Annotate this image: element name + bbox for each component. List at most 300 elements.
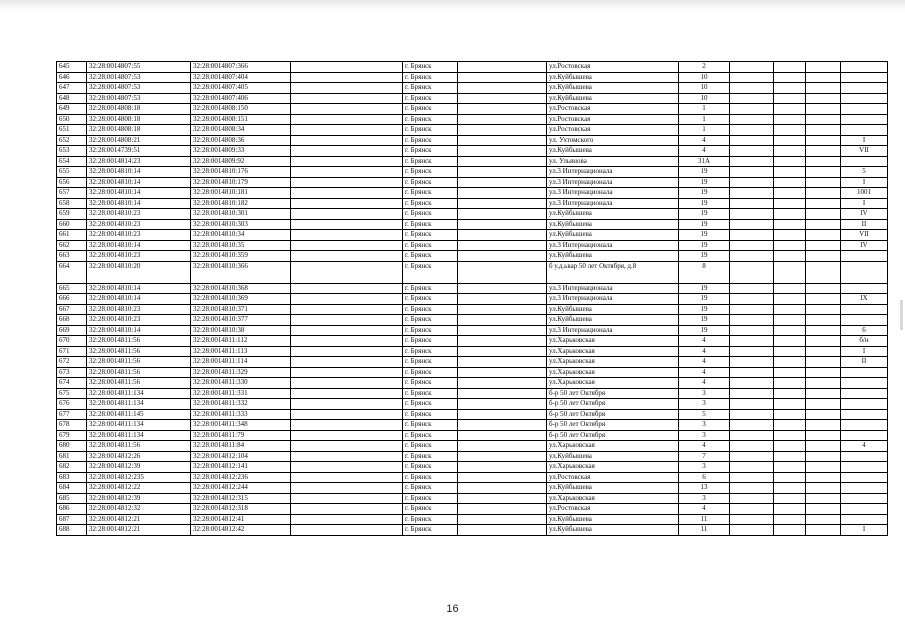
table-row — [57, 230, 888, 241]
cell-house: 19 — [679, 304, 730, 315]
cell-cadastral-object: 32:28:0014808:34 — [191, 125, 291, 136]
cell-empty — [458, 504, 547, 515]
cell-empty — [291, 504, 403, 515]
cell-cadastral-object: 32:28:0014810:369 — [191, 294, 291, 305]
cell-house: 19 — [679, 294, 730, 305]
cell-city: г. Брянск — [403, 346, 458, 357]
cell-empty — [806, 177, 841, 188]
cell-city: г. Брянск — [403, 388, 458, 399]
cell-cadastral-object: 32:28:0014810:368 — [191, 283, 291, 294]
table-row — [57, 135, 888, 146]
cell-city: г. Брянск — [403, 167, 458, 178]
cell-empty — [458, 315, 547, 326]
cell-empty — [774, 451, 806, 462]
cell-street: ул.Куйбышева — [547, 251, 679, 262]
cell-city: г. Брянск — [403, 261, 458, 283]
cell-empty — [806, 462, 841, 473]
cell-cadastral-parcel: 32:28:0014810:20 — [87, 261, 191, 283]
cell-house: 4 — [679, 378, 730, 389]
cell-empty — [806, 209, 841, 220]
cell-city: г. Брянск — [403, 251, 458, 262]
cell-street: ул.Харьковская — [547, 493, 679, 504]
cell-cadastral-parcel: 32:28:0014810:14 — [87, 188, 191, 199]
cell-empty — [291, 198, 403, 209]
cell-empty — [291, 357, 403, 368]
cell-empty — [774, 441, 806, 452]
cell-empty — [806, 409, 841, 420]
cell-empty — [806, 114, 841, 125]
cell-empty — [458, 188, 547, 199]
scan-side-mark — [900, 300, 903, 330]
cell-empty — [730, 462, 774, 473]
cell-empty — [806, 525, 841, 536]
table-row — [57, 525, 888, 536]
cell-empty — [774, 357, 806, 368]
cell-empty — [730, 261, 774, 283]
cell-empty — [291, 177, 403, 188]
cell-empty — [730, 451, 774, 462]
cell-premises — [841, 114, 888, 125]
cell-empty — [806, 346, 841, 357]
cell-empty — [730, 219, 774, 230]
cell-row-number: 666 — [57, 294, 87, 305]
cell-empty — [774, 156, 806, 167]
cell-empty — [774, 219, 806, 230]
cell-premises: 1001 — [841, 188, 888, 199]
table-row — [57, 146, 888, 157]
cell-premises — [841, 304, 888, 315]
cell-city: г. Брянск — [403, 441, 458, 452]
cell-city: г. Брянск — [403, 230, 458, 241]
cell-cadastral-object: 32:28:0014810:179 — [191, 177, 291, 188]
cell-cadastral-object: 32:28:0014811:333 — [191, 409, 291, 420]
cell-empty — [774, 135, 806, 146]
cell-house: 1 — [679, 104, 730, 115]
cell-street: ул. Ухтомского — [547, 135, 679, 146]
cell-city: г. Брянск — [403, 114, 458, 125]
cell-cadastral-parcel: 32:28:0014811:134 — [87, 399, 191, 410]
cell-cadastral-parcel: 32:28:0014811:134 — [87, 388, 191, 399]
cell-premises — [841, 93, 888, 104]
cell-city: г. Брянск — [403, 357, 458, 368]
cell-row-number: 663 — [57, 251, 87, 262]
cell-cadastral-parcel: 32:28:0014807:53 — [87, 93, 191, 104]
cell-cadastral-parcel: 32:28:0014814:23 — [87, 156, 191, 167]
cell-empty — [774, 304, 806, 315]
cell-premises: 5 — [841, 167, 888, 178]
cell-empty — [806, 504, 841, 515]
cell-street: ул.3 Интернационала — [547, 294, 679, 305]
cell-premises: 6 — [841, 325, 888, 336]
cell-empty — [291, 219, 403, 230]
cell-empty — [291, 493, 403, 504]
cell-empty — [458, 451, 547, 462]
cell-street: ул.3 Интернационала — [547, 188, 679, 199]
cell-empty — [730, 525, 774, 536]
cell-city: г. Брянск — [403, 325, 458, 336]
cell-empty — [291, 483, 403, 494]
cell-row-number: 687 — [57, 514, 87, 525]
cell-house: 4 — [679, 135, 730, 146]
cell-house: 6 — [679, 472, 730, 483]
table-row — [57, 325, 888, 336]
cell-empty — [806, 441, 841, 452]
cell-cadastral-parcel: 32:28:0014808:18 — [87, 114, 191, 125]
cell-empty — [458, 167, 547, 178]
cell-empty — [458, 462, 547, 473]
cell-empty — [774, 93, 806, 104]
table-row — [57, 188, 888, 199]
cell-street: б-р 50 лет Октября — [547, 430, 679, 441]
cell-empty — [730, 93, 774, 104]
cell-city: г. Брянск — [403, 62, 458, 73]
cell-empty — [774, 493, 806, 504]
cell-empty — [291, 125, 403, 136]
cell-empty — [806, 135, 841, 146]
cell-city: г. Брянск — [403, 420, 458, 431]
cell-house: 7 — [679, 451, 730, 462]
cell-street: ул.Куйбышева — [547, 525, 679, 536]
cell-empty — [458, 346, 547, 357]
cell-empty — [291, 472, 403, 483]
cell-row-number: 683 — [57, 472, 87, 483]
cell-premises — [841, 472, 888, 483]
cell-city: г. Брянск — [403, 399, 458, 410]
cell-premises — [841, 493, 888, 504]
table-row — [57, 441, 888, 452]
cell-city: г. Брянск — [403, 367, 458, 378]
cell-empty — [806, 493, 841, 504]
registry-table — [56, 61, 888, 536]
cell-row-number: 681 — [57, 451, 87, 462]
cell-empty — [730, 315, 774, 326]
table-row — [57, 114, 888, 125]
cell-house: 3 — [679, 388, 730, 399]
cell-premises: II — [841, 219, 888, 230]
cell-empty — [291, 251, 403, 262]
cell-empty — [730, 283, 774, 294]
cell-empty — [291, 409, 403, 420]
cell-cadastral-object: 32:28:0014809:92 — [191, 156, 291, 167]
cell-empty — [730, 104, 774, 115]
cell-cadastral-parcel: 32:28:0014811:56 — [87, 336, 191, 347]
cell-empty — [774, 188, 806, 199]
cell-cadastral-parcel: 32:28:0014810:14 — [87, 294, 191, 305]
cell-premises — [841, 462, 888, 473]
cell-empty — [730, 251, 774, 262]
table-row — [57, 388, 888, 399]
cell-row-number: 688 — [57, 525, 87, 536]
cell-empty — [774, 146, 806, 157]
cell-cadastral-object: 32:28:0014807:406 — [191, 93, 291, 104]
cell-empty — [458, 72, 547, 83]
cell-street: ул.Ростовская — [547, 62, 679, 73]
cell-empty — [291, 430, 403, 441]
table-row — [57, 93, 888, 104]
cell-empty — [774, 420, 806, 431]
cell-row-number: 670 — [57, 336, 87, 347]
cell-empty — [458, 420, 547, 431]
cell-street: ул.Харьковская — [547, 367, 679, 378]
cell-empty — [806, 304, 841, 315]
cell-street: ул.Куйбышева — [547, 219, 679, 230]
cell-street: б-р 50 лет Октября — [547, 388, 679, 399]
cell-empty — [774, 315, 806, 326]
cell-empty — [458, 230, 547, 241]
cell-premises: IV — [841, 240, 888, 251]
cell-street: б-р 50 лет Октября — [547, 420, 679, 431]
cell-empty — [458, 430, 547, 441]
cell-row-number: 678 — [57, 420, 87, 431]
cell-city: г. Брянск — [403, 177, 458, 188]
cell-premises: 4 — [841, 441, 888, 452]
cell-row-number: 675 — [57, 388, 87, 399]
table-row — [57, 83, 888, 94]
cell-house: 10 — [679, 93, 730, 104]
table-row — [57, 198, 888, 209]
cell-city: г. Брянск — [403, 525, 458, 536]
cell-empty — [806, 219, 841, 230]
cell-row-number: 649 — [57, 104, 87, 115]
table-row — [57, 72, 888, 83]
cell-empty — [730, 441, 774, 452]
table-row — [57, 420, 888, 431]
cell-empty — [806, 283, 841, 294]
cell-premises — [841, 430, 888, 441]
cell-empty — [730, 156, 774, 167]
cell-empty — [730, 146, 774, 157]
table-row — [57, 283, 888, 294]
cell-cadastral-object: 32:28:0014812:141 — [191, 462, 291, 473]
cell-city: г. Брянск — [403, 93, 458, 104]
cell-empty — [774, 336, 806, 347]
cell-empty — [291, 367, 403, 378]
cell-empty — [458, 135, 547, 146]
cell-street: ул.Ростовская — [547, 472, 679, 483]
cell-empty — [774, 325, 806, 336]
cell-house: 4 — [679, 336, 730, 347]
cell-premises: I — [841, 135, 888, 146]
cell-empty — [291, 83, 403, 94]
cell-empty — [291, 114, 403, 125]
cell-street: ул.Куйбышева — [547, 72, 679, 83]
cell-cadastral-parcel: 32:28:0014808:18 — [87, 125, 191, 136]
cell-row-number: 680 — [57, 441, 87, 452]
cell-empty — [291, 462, 403, 473]
cell-cadastral-parcel: 32:28:0014739:51 — [87, 146, 191, 157]
cell-city: г. Брянск — [403, 462, 458, 473]
cell-row-number: 682 — [57, 462, 87, 473]
cell-row-number: 658 — [57, 198, 87, 209]
cell-premises — [841, 125, 888, 136]
cell-street: ул.Куйбышева — [547, 209, 679, 220]
cell-cadastral-object: 32:28:0014807:405 — [191, 83, 291, 94]
cell-empty — [291, 167, 403, 178]
cell-house: 19 — [679, 177, 730, 188]
cell-house: 3 — [679, 493, 730, 504]
cell-premises: II — [841, 357, 888, 368]
cell-empty — [291, 283, 403, 294]
cell-premises: I — [841, 525, 888, 536]
cell-cadastral-parcel: 32:28:0014810:14 — [87, 167, 191, 178]
cell-row-number: 651 — [57, 125, 87, 136]
cell-cadastral-object: 32:28:0014810:301 — [191, 209, 291, 220]
cell-cadastral-object: 32:28:0014810:35 — [191, 240, 291, 251]
cell-street: ул.Куйбышева — [547, 83, 679, 94]
cell-row-number: 645 — [57, 62, 87, 73]
cell-empty — [806, 367, 841, 378]
cell-cadastral-object: 32:28:0014811:112 — [191, 336, 291, 347]
cell-empty — [806, 83, 841, 94]
cell-empty — [774, 378, 806, 389]
cell-row-number: 659 — [57, 209, 87, 220]
table-row — [57, 167, 888, 178]
cell-cadastral-object: 32:28:0014809:33 — [191, 146, 291, 157]
cell-premises — [841, 399, 888, 410]
cell-house: 19 — [679, 325, 730, 336]
cell-empty — [458, 156, 547, 167]
cell-house: 4 — [679, 346, 730, 357]
cell-empty — [291, 420, 403, 431]
cell-empty — [806, 336, 841, 347]
cell-house: 1 — [679, 114, 730, 125]
cell-empty — [730, 346, 774, 357]
cell-cadastral-object: 32:28:0014811:330 — [191, 378, 291, 389]
cell-empty — [774, 167, 806, 178]
cell-empty — [458, 409, 547, 420]
cell-cadastral-parcel: 32:28:0014810:14 — [87, 283, 191, 294]
cell-empty — [806, 125, 841, 136]
cell-empty — [291, 146, 403, 157]
cell-city: г. Брянск — [403, 514, 458, 525]
cell-empty — [458, 93, 547, 104]
table-row — [57, 62, 888, 73]
cell-empty — [291, 378, 403, 389]
cell-empty — [806, 146, 841, 157]
cell-empty — [730, 367, 774, 378]
cell-street: ул.Куйбышева — [547, 451, 679, 462]
cell-empty — [806, 240, 841, 251]
cell-city: г. Брянск — [403, 504, 458, 515]
cell-cadastral-object: 32:28:0014811:332 — [191, 399, 291, 410]
cell-row-number: 654 — [57, 156, 87, 167]
cell-empty — [458, 514, 547, 525]
cell-city: г. Брянск — [403, 409, 458, 420]
cell-empty — [774, 388, 806, 399]
cell-cadastral-parcel: 32:28:0014812:22 — [87, 483, 191, 494]
cell-city: г. Брянск — [403, 304, 458, 315]
table-row — [57, 483, 888, 494]
cell-city: г. Брянск — [403, 104, 458, 115]
cell-row-number: 665 — [57, 283, 87, 294]
cell-empty — [730, 62, 774, 73]
cell-premises — [841, 388, 888, 399]
cell-premises — [841, 504, 888, 515]
cell-empty — [730, 388, 774, 399]
cell-row-number: 674 — [57, 378, 87, 389]
table-row — [57, 472, 888, 483]
cell-row-number: 677 — [57, 409, 87, 420]
cell-row-number: 685 — [57, 493, 87, 504]
cell-cadastral-object: 32:28:0014810:182 — [191, 198, 291, 209]
cell-empty — [291, 441, 403, 452]
cell-cadastral-object: 32:28:0014811:329 — [191, 367, 291, 378]
cell-premises: б/н — [841, 336, 888, 347]
cell-empty — [730, 188, 774, 199]
cell-empty — [291, 209, 403, 220]
cell-cadastral-parcel: 32:28:0014807:53 — [87, 83, 191, 94]
cell-empty — [458, 251, 547, 262]
cell-row-number: 684 — [57, 483, 87, 494]
cell-house: 11 — [679, 514, 730, 525]
cell-premises — [841, 251, 888, 262]
cell-empty — [806, 451, 841, 462]
table-row — [57, 261, 888, 283]
cell-cadastral-parcel: 32:28:0014812:39 — [87, 462, 191, 473]
cell-empty — [730, 483, 774, 494]
cell-empty — [458, 525, 547, 536]
cell-city: г. Брянск — [403, 156, 458, 167]
cell-street: ул.Ростовская — [547, 104, 679, 115]
cell-row-number: 652 — [57, 135, 87, 146]
table-row — [57, 240, 888, 251]
cell-house: 31А — [679, 156, 730, 167]
cell-empty — [291, 188, 403, 199]
cell-street: ул.3 Интернационала — [547, 177, 679, 188]
cell-cadastral-parcel: 32:28:0014811:56 — [87, 367, 191, 378]
cell-cadastral-parcel: 32:28:0014810:14 — [87, 198, 191, 209]
cell-empty — [730, 198, 774, 209]
cell-cadastral-parcel: 32:28:0014810:23 — [87, 230, 191, 241]
cell-cadastral-object: 32:28:0014811:331 — [191, 388, 291, 399]
cell-empty — [774, 483, 806, 494]
cell-empty — [458, 114, 547, 125]
cell-empty — [291, 261, 403, 283]
cell-cadastral-parcel: 32:28:0014810:14 — [87, 240, 191, 251]
cell-empty — [458, 261, 547, 283]
cell-empty — [774, 230, 806, 241]
cell-street: ул.Куйбышева — [547, 315, 679, 326]
cell-empty — [774, 125, 806, 136]
table-row — [57, 251, 888, 262]
cell-house: 2 — [679, 62, 730, 73]
cell-empty — [774, 367, 806, 378]
cell-cadastral-object: 32:28:0014808:36 — [191, 135, 291, 146]
cell-premises — [841, 104, 888, 115]
cell-house: 10 — [679, 83, 730, 94]
cell-empty — [458, 146, 547, 157]
cell-empty — [291, 304, 403, 315]
cell-empty — [730, 125, 774, 136]
cell-street: ул.Куйбышева — [547, 146, 679, 157]
cell-premises: I — [841, 346, 888, 357]
cell-row-number: 646 — [57, 72, 87, 83]
cell-empty — [730, 472, 774, 483]
cell-empty — [458, 240, 547, 251]
cell-empty — [806, 230, 841, 241]
cell-empty — [806, 188, 841, 199]
cell-house: 19 — [679, 315, 730, 326]
cell-city: г. Брянск — [403, 135, 458, 146]
registry-table-body — [57, 62, 888, 536]
cell-empty — [774, 261, 806, 283]
cell-row-number: 662 — [57, 240, 87, 251]
cell-empty — [774, 114, 806, 125]
cell-cadastral-parcel: 32:28:0014810:23 — [87, 209, 191, 220]
cell-row-number: 672 — [57, 357, 87, 368]
cell-cadastral-parcel: 32:28:0014811:134 — [87, 420, 191, 431]
cell-cadastral-parcel: 32:28:0014811:134 — [87, 430, 191, 441]
